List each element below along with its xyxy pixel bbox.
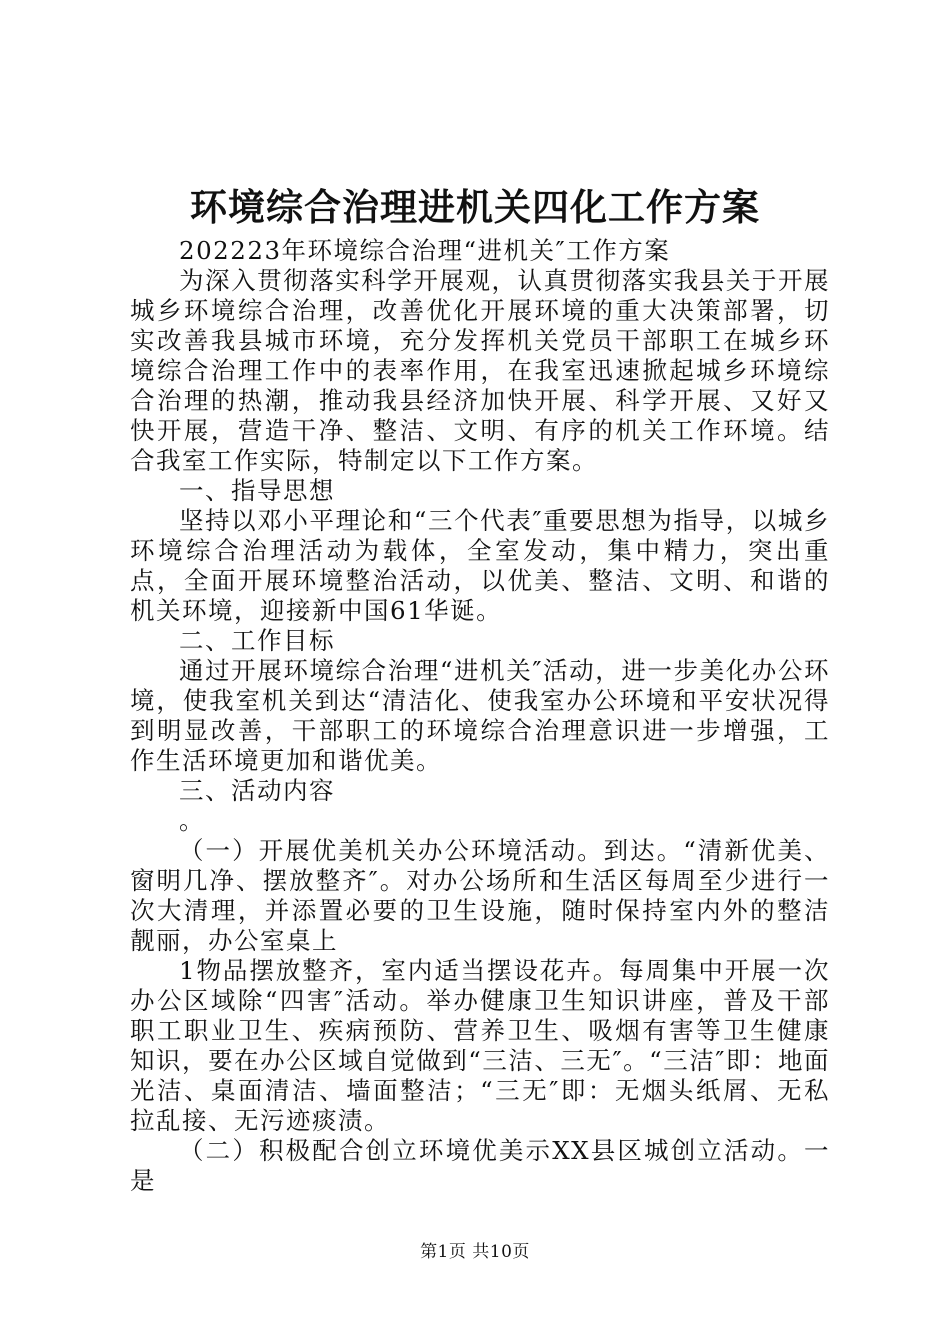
section-heading-activity-content: 三、活动内容 (179, 776, 335, 805)
section-heading-guiding-ideology: 一、指导思想 (179, 476, 335, 505)
paragraph-subtitle: 202223年环境综合治理“进机关″工作方案 (179, 236, 671, 265)
paragraph-guiding-ideology: 坚持以邓小平理论和“三个代表″重要思想为指导，以城乡环境综合治理活动为载体，全室发动，集中精力，突出重点，全面开展环境整治活动，以优美、整洁、文明、和谐的机关环境，迎接新中国61华诞。 (130, 506, 830, 625)
paragraph-period: 。 (179, 806, 205, 835)
paragraph-work-goals: 通过开展环境综合治理“进机关″活动，进一步美化办公环境，使我室机关到达“清洁化、使我室办公环境和平安状况得到明显改善，干部职工的环境综合治理意识进一步增强，工作生活环境更加和谐优美。 (130, 656, 830, 775)
document-title: 环境综合治理进机关四化工作方案 (190, 186, 760, 229)
paragraph-activity-2: （二）积极配合创立环境优美示XX县区城创立活动。一是 (130, 1136, 830, 1195)
paragraph-activity-1-continued: 1物品摆放整齐，室内适当摆设花卉。每周集中开展一次办公区域除“四害″活动。举办健康卫生知识讲座，普及干部职工职业卫生、疾病预防、营养卫生、吸烟有害等卫生健康知识，要在办公区域自觉做到“三洁、三无″。“三洁″即：地面光洁、桌面清洁、墙面整洁；“三无″即：无烟头纸屑、无私拉乱接、无污迹痰渍。 (130, 956, 830, 1135)
paragraph-intro: 为深入贯彻落实科学开展观，认真贯彻落实我县关于开展城乡环境综合治理，改善优化开展环境的重大决策部署，切实改善我县城市环境，充分发挥机关党员干部职工在城乡环境综合治理工作中的表率作用，在我室迅速掀起城乡环境综合治理的热潮，推动我县经济加快开展、科学开展、又好又快开展，营造干净、整洁、文明、有序的机关工作环境。结合我室工作实际，特制定以下工作方案。 (130, 266, 830, 475)
section-heading-work-goals: 二、工作目标 (179, 626, 335, 655)
page-footer: 第1页 共10页 (420, 1242, 530, 1262)
paragraph-activity-1: （一）开展优美机关办公环境活动。到达。“清新优美、窗明几净、摆放整齐″。对办公场所和生活区每周至少进行一次大清理，并添置必要的卫生设施，随时保持室内外的整洁靓丽，办公室桌上 (130, 836, 830, 955)
document-body (130, 236, 830, 1196)
